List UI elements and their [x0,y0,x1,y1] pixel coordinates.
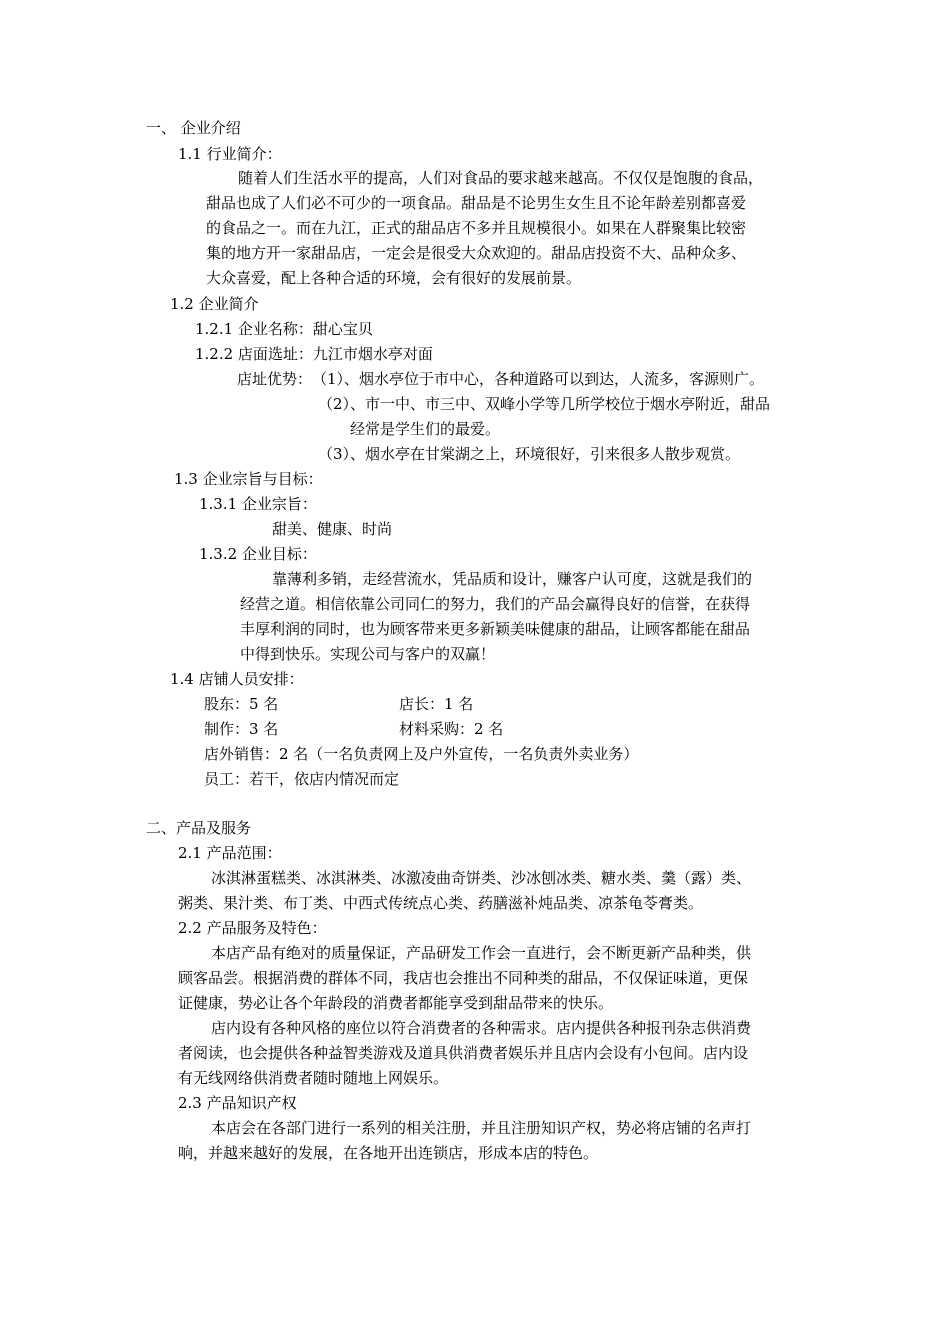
site-advantage-item: （2）、市一中、市三中、双峰小学等几所学校位于烟水亭附近，甜品 [318,395,771,413]
paragraph-line: 本店产品有绝对的质量保证，产品研发工作会一直进行，会不断更新产品种类，供 [211,944,752,962]
section-1-title: 一、 企业介绍 [146,119,241,137]
paragraph-line: 甜品也成了人们必不可少的一项食品。甜品是不论男生女生且不论年龄差别都喜爱 [206,194,747,212]
staff-manager: 店长：1 名 [399,695,474,713]
company-name-line: 1.2.1 企业名称：甜心宝贝 [195,320,373,338]
heading-2-1: 2.1 产品范围： [178,844,282,862]
paragraph-line: 经营之道。相信依靠公司同仁的努力，我们的产品会赢得良好的信誉，在获得 [240,595,751,613]
heading-2-3: 2.3 产品知识产权 [178,1094,297,1112]
staff-production: 制作：3 名 [204,720,279,738]
paragraph-line: 证健康，势必让各个年龄段的消费者都能享受到甜品带来的快乐。 [178,994,614,1012]
heading-1-3: 1.3 企业宗旨与目标： [174,470,323,488]
paragraph-line: 靠薄利多销，走经营流水，凭品质和设计，赚客户认可度，这就是我们的 [272,570,753,588]
paragraph-line: 随着人们生活水平的提高，人们对食品的要求越来越高。不仅仅是饱腹的食品， [238,169,764,187]
staff-employees: 员工：若干，依店内情况而定 [204,770,400,788]
heading-2-2: 2.2 产品服务及特色： [178,919,327,937]
paragraph-line: 者阅读，也会提供各种益智类游戏及道具供消费者娱乐并且店内会设有小包间。店内设 [178,1044,749,1062]
site-advantage-item: （3）、烟水亭在甘棠湖之上，环境很好，引来很多人散步观赏。 [318,445,741,463]
heading-1-3-1: 1.3.1 企业宗旨： [199,495,317,513]
site-advantage-label: 店址优势： [237,370,313,388]
paragraph-line: 顾客品尝。根据消费的群体不同，我店也会推出不同种类的甜品，不仅保证味道，更保 [178,969,749,987]
store-site-line: 1.2.2 店面选址：九江市烟水亭对面 [195,345,433,363]
paragraph-line: 有无线网络供消费者随时随地上网娱乐。 [178,1069,449,1087]
tenet-text: 甜美、健康、时尚 [272,520,393,538]
staff-shareholders: 股东：5 名 [204,695,279,713]
paragraph-line: 大众喜爱，配上各种合适的环境，会有很好的发展前景。 [206,269,582,287]
heading-1-3-2: 1.3.2 企业目标： [199,545,317,563]
staff-purchasing: 材料采购：2 名 [399,720,504,738]
paragraph-line: 的食品之一。而在九江，正式的甜品店不多并且规模很小。如果在人群聚集比较密 [206,219,747,237]
paragraph-line: 响，并越来越好的发展，在各地开出连锁店，形成本店的特色。 [178,1144,599,1162]
paragraph-line: 本店会在各部门进行一系列的相关注册，并且注册知识产权，势必将店铺的名声打 [211,1119,752,1137]
staff-outside-sales: 店外销售：2 名（一名负责网上及户外宣传，一名负责外卖业务） [204,745,639,763]
site-advantage-item: （1）、烟水亭位于市中心，各种道路可以到达，人流多，客源则广。 [312,370,765,388]
paragraph-line: 店内设有各种风格的座位以符合消费者的各种需求。店内提供各种报刊杂志供消费 [211,1019,752,1037]
heading-1-4: 1.4 店铺人员安排： [170,670,304,688]
paragraph-line: 集的地方开一家甜品店，一定会是很受大众欢迎的。甜品店投资不大、品种众多、 [206,244,747,262]
heading-1-1: 1.1 行业简介： [178,145,282,163]
heading-1-2: 1.2 企业简介 [170,295,259,313]
section-2-title: 二、产品及服务 [146,819,252,837]
paragraph-line: 丰厚利润的同时，也为顾客带来更多新颖美味健康的甜品，让顾客都能在甜品 [240,620,751,638]
paragraph-line: 中得到快乐。实现公司与客户的双赢！ [240,645,496,663]
paragraph-line: 粥类、果汁类、布丁类、中西式传统点心类、药膳滋补炖品类、凉茶龟苓膏类。 [178,894,704,912]
site-advantage-item: 经常是学生们的最爱。 [350,420,501,438]
paragraph-line: 冰淇淋蛋糕类、冰淇淋类、冰激凌曲奇饼类、沙冰刨冰类、糖水类、羹（露）类、 [211,869,752,887]
